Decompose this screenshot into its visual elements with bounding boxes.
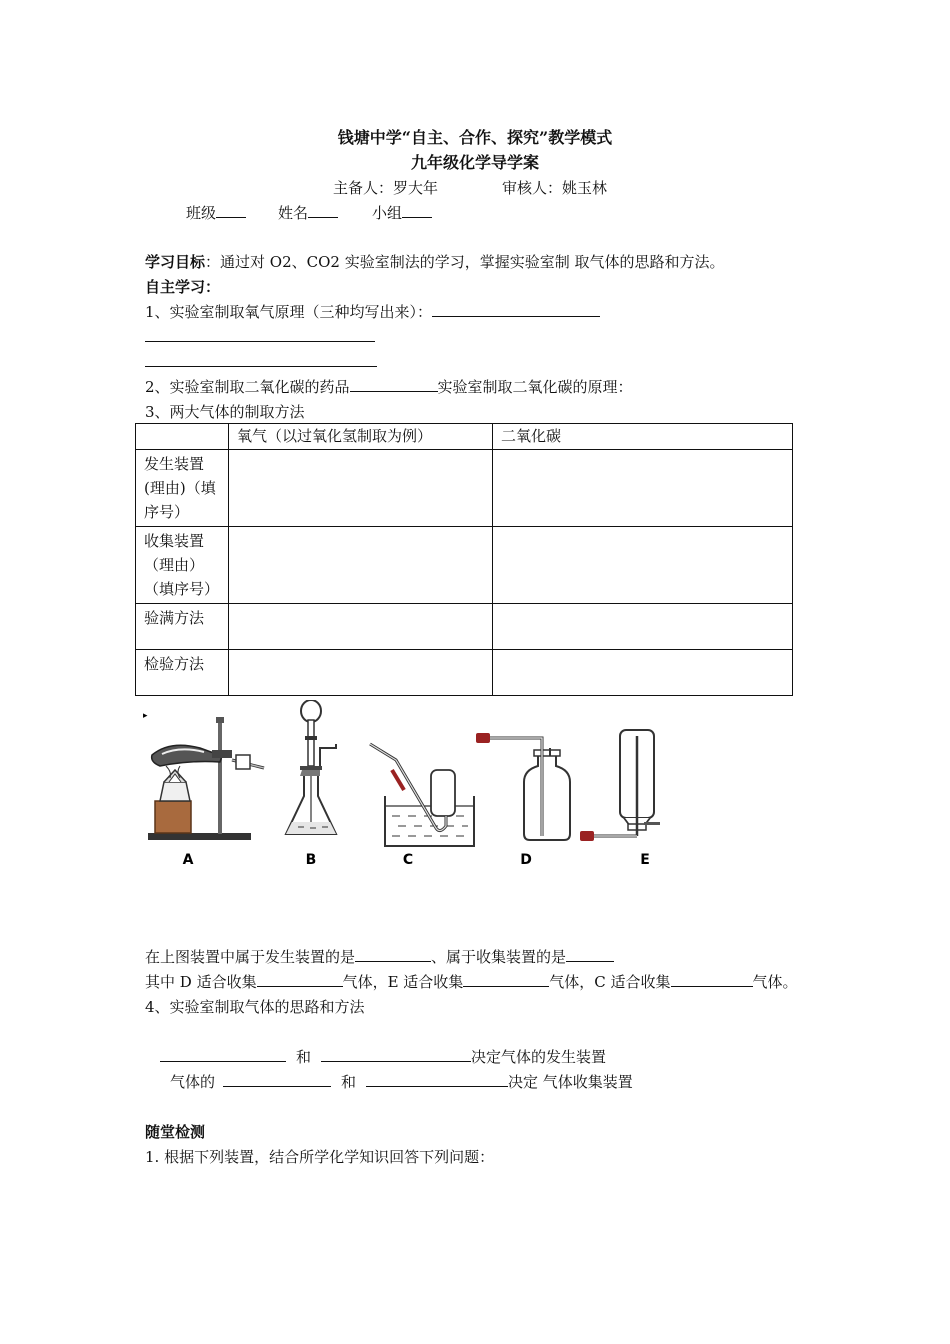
question-4: 4、实验室制取气体的思路和方法	[145, 998, 365, 1016]
self-study-heading: 自主学习：	[145, 278, 221, 296]
row-label-collector: 收集装置（理由）（填序号）	[136, 527, 229, 604]
generator-answer-blank[interactable]	[355, 947, 431, 962]
label-a: A	[182, 852, 194, 868]
table-header-row	[136, 424, 793, 450]
class-blank[interactable]	[216, 203, 246, 218]
question-collect-gas	[145, 971, 798, 992]
line2-text-c: 气体，C 适合收集	[549, 973, 671, 991]
question-device-type	[145, 946, 614, 967]
school-title: 钱塘中学“自主、合作、探究”教学模式	[337, 128, 613, 147]
row-label-test: 检验方法	[136, 650, 229, 696]
objective-text: ：通过对 O2、CO2 实验室制法的学习，掌握实验室制 取气体的思路和方法。	[205, 253, 725, 271]
name-field	[278, 202, 338, 223]
decide-collector-text: 决定 气体收集装置	[508, 1073, 633, 1091]
table-row	[136, 450, 793, 527]
name-blank[interactable]	[308, 203, 338, 218]
apparatus-e-icon	[580, 730, 660, 841]
method-blank-1[interactable]	[160, 1047, 286, 1062]
cell-co2-generator[interactable]	[493, 450, 793, 527]
gas-preparation-table	[135, 423, 793, 696]
question-1	[145, 301, 600, 322]
collector-answer-blank[interactable]	[566, 947, 614, 962]
learning-objective	[145, 251, 724, 272]
class-label: 班级	[186, 204, 217, 222]
d-gas-blank[interactable]	[257, 972, 343, 987]
label-d: D	[520, 852, 532, 868]
table-row	[136, 604, 793, 650]
apparatus-a-icon	[148, 717, 264, 840]
class-field	[186, 202, 246, 223]
question-1-text: 1、实验室制取氧气原理（三种均写出来）：	[145, 303, 433, 321]
apparatus-b-icon	[286, 700, 336, 834]
question-2-text-b: 实验室制取二氧化碳的原理：	[437, 378, 633, 396]
table-header-oxygen: 氧气（以过氧化氢制取为例）	[229, 424, 493, 450]
apparatus-c-icon	[370, 744, 474, 846]
label-c: C	[402, 852, 414, 868]
line1-text-a: 在上图装置中属于发生装置的是	[145, 948, 356, 966]
and-text-1: 和	[296, 1048, 312, 1066]
method-blank-4[interactable]	[366, 1072, 508, 1087]
group-label: 小组	[372, 204, 403, 222]
quiz-heading: 随堂检测	[145, 1123, 206, 1141]
cell-co2-test[interactable]	[493, 650, 793, 696]
row-label-full-check: 验满方法	[136, 604, 229, 650]
group-blank[interactable]	[402, 203, 432, 218]
method-blank-2[interactable]	[321, 1047, 471, 1062]
label-e: E	[640, 852, 650, 868]
page-subtitle: 九年级化学导学案	[410, 153, 539, 172]
cell-co2-full-check[interactable]	[493, 604, 793, 650]
q1-blank-1[interactable]	[432, 302, 600, 317]
line2-text-b: 气体，E 适合收集	[342, 973, 464, 991]
question-3: 3、两大气体的制取方法	[145, 403, 305, 421]
line1-text-b: 、属于收集装置的是	[431, 948, 567, 966]
apparatus-d-icon	[476, 733, 570, 840]
cell-oxygen-test[interactable]	[229, 650, 493, 696]
group-field	[372, 202, 432, 223]
question-2-text-a: 2、实验室制取二氧化碳的药品	[145, 378, 350, 396]
q2-reagent-blank[interactable]	[350, 377, 438, 392]
cell-oxygen-collector[interactable]	[229, 527, 493, 604]
apparatus-figure	[140, 700, 670, 875]
cell-co2-collector[interactable]	[493, 527, 793, 604]
method-line-1	[160, 1046, 606, 1067]
q1-blank-2[interactable]	[145, 341, 375, 342]
method-blank-3[interactable]	[223, 1072, 331, 1087]
gas-of-text: 气体的	[170, 1073, 216, 1091]
name-label: 姓名	[278, 204, 309, 222]
and-text-2: 和	[341, 1073, 357, 1091]
table-header-empty	[136, 424, 229, 450]
question-2	[145, 376, 633, 397]
quiz-question-1: 1. 根据下列装置，结合所学化学知识回答下列问题：	[145, 1148, 495, 1166]
decide-generator-text: 决定气体的发生装置	[471, 1048, 607, 1066]
label-b: B	[305, 852, 317, 868]
line2-text-a: 其中 D 适合收集	[145, 973, 257, 991]
figure-marker: ▸	[143, 711, 148, 721]
cell-oxygen-full-check[interactable]	[229, 604, 493, 650]
line2-text-d: 气体。	[752, 973, 798, 991]
objective-label: 学习目标	[145, 253, 206, 271]
e-gas-blank[interactable]	[463, 972, 549, 987]
method-line-2	[170, 1071, 633, 1092]
table-header-co2: 二氧化碳	[493, 424, 793, 450]
table-row	[136, 650, 793, 696]
q1-blank-3[interactable]	[145, 366, 377, 367]
table-row	[136, 527, 793, 604]
reviewer: 审核人：姚玉林	[502, 179, 608, 197]
preparer: 主备人：罗大年	[333, 179, 439, 197]
row-label-generator: 发生装置(理由)（填序号）	[136, 450, 229, 527]
c-gas-blank[interactable]	[671, 972, 753, 987]
cell-oxygen-generator[interactable]	[229, 450, 493, 527]
